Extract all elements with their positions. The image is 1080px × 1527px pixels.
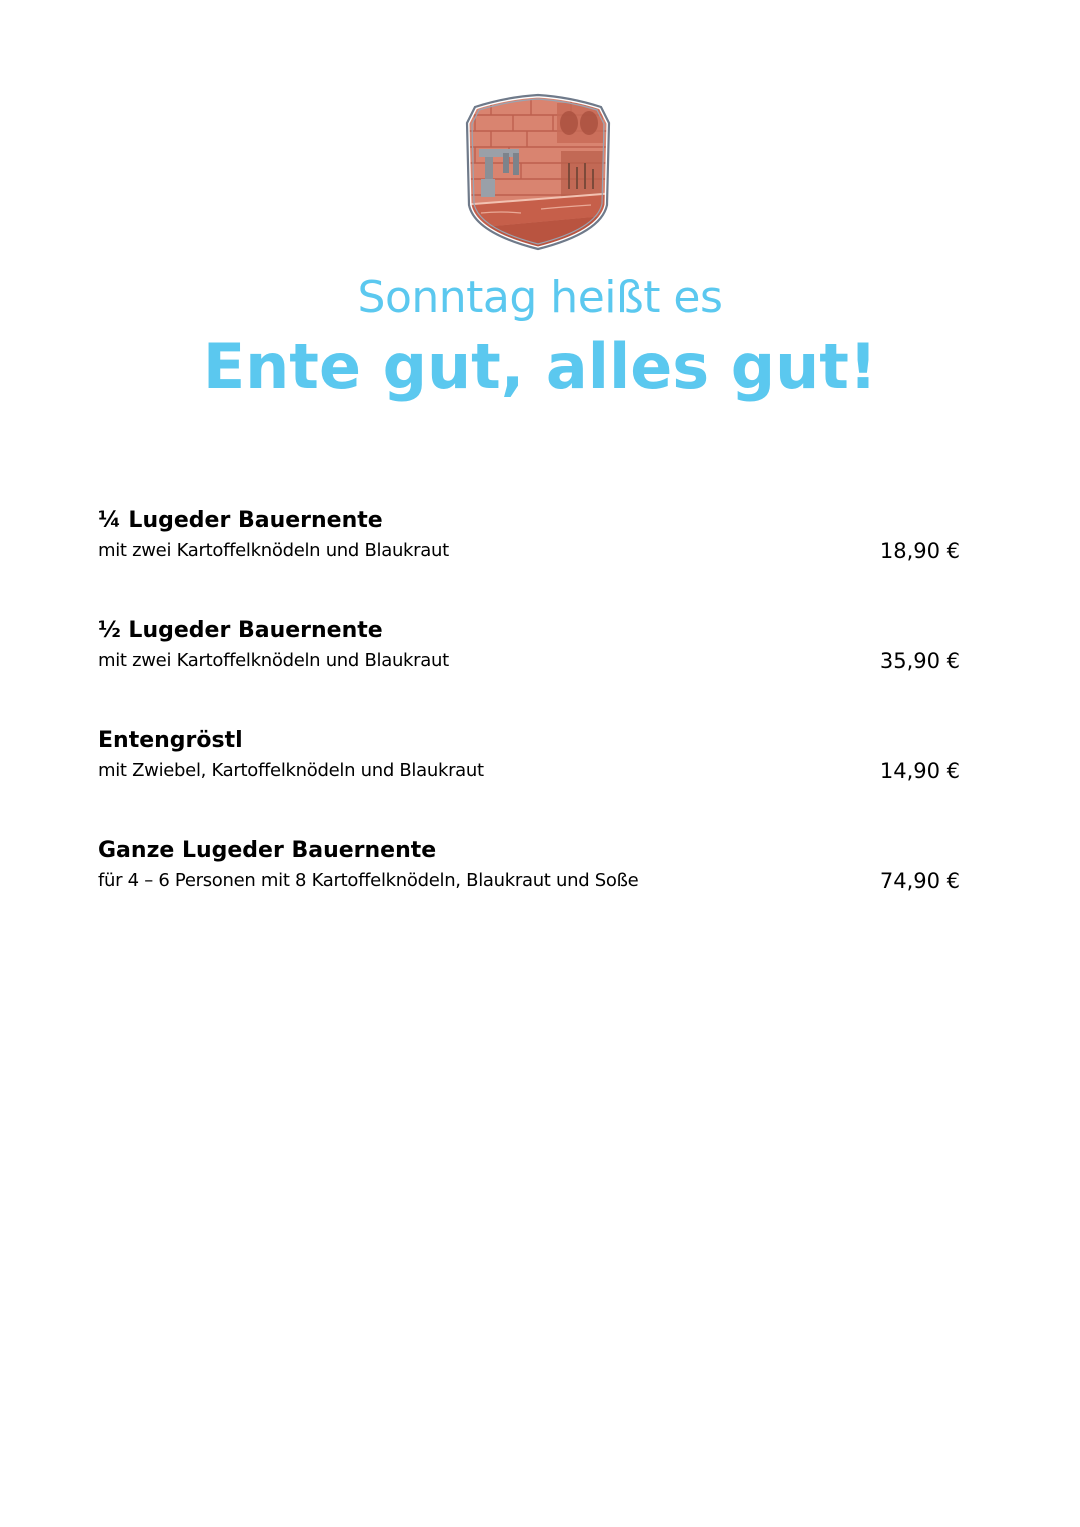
menu-item bbox=[98, 615, 962, 725]
menu-item-name: ½ Lugeder Bauernente bbox=[98, 618, 383, 643]
menu-item-price: 74,90 € bbox=[879, 869, 960, 893]
page-subtitle: Sonntag heißt es bbox=[357, 272, 723, 323]
menu-item-price: 14,90 € bbox=[879, 759, 960, 783]
menu-item-name: Ganze Lugeder Bauernente bbox=[98, 838, 437, 863]
menu-item bbox=[98, 725, 962, 835]
menu-item bbox=[98, 505, 962, 615]
page-title: Ente gut, alles gut! bbox=[202, 330, 878, 403]
menu-item-name: ¼ Lugeder Bauernente bbox=[98, 508, 383, 533]
menu-item-name: Entengröstl bbox=[98, 728, 243, 753]
menu-item-description: für 4 – 6 Personen mit 8 Kartoffelknödeln, Blaukraut und Soße bbox=[98, 870, 639, 891]
menu-item-price: 35,90 € bbox=[879, 649, 960, 673]
tavern-crest-icon bbox=[461, 93, 615, 253]
menu-item-price: 18,90 € bbox=[879, 539, 960, 563]
menu-item bbox=[98, 835, 962, 945]
menu-item-description: mit zwei Kartoffelknödeln und Blaukraut bbox=[98, 650, 449, 671]
menu-list bbox=[98, 505, 962, 945]
menu-item-description: mit Zwiebel, Kartoffelknödeln und Blaukraut bbox=[98, 760, 484, 781]
menu-item-description: mit zwei Kartoffelknödeln und Blaukraut bbox=[98, 540, 449, 561]
